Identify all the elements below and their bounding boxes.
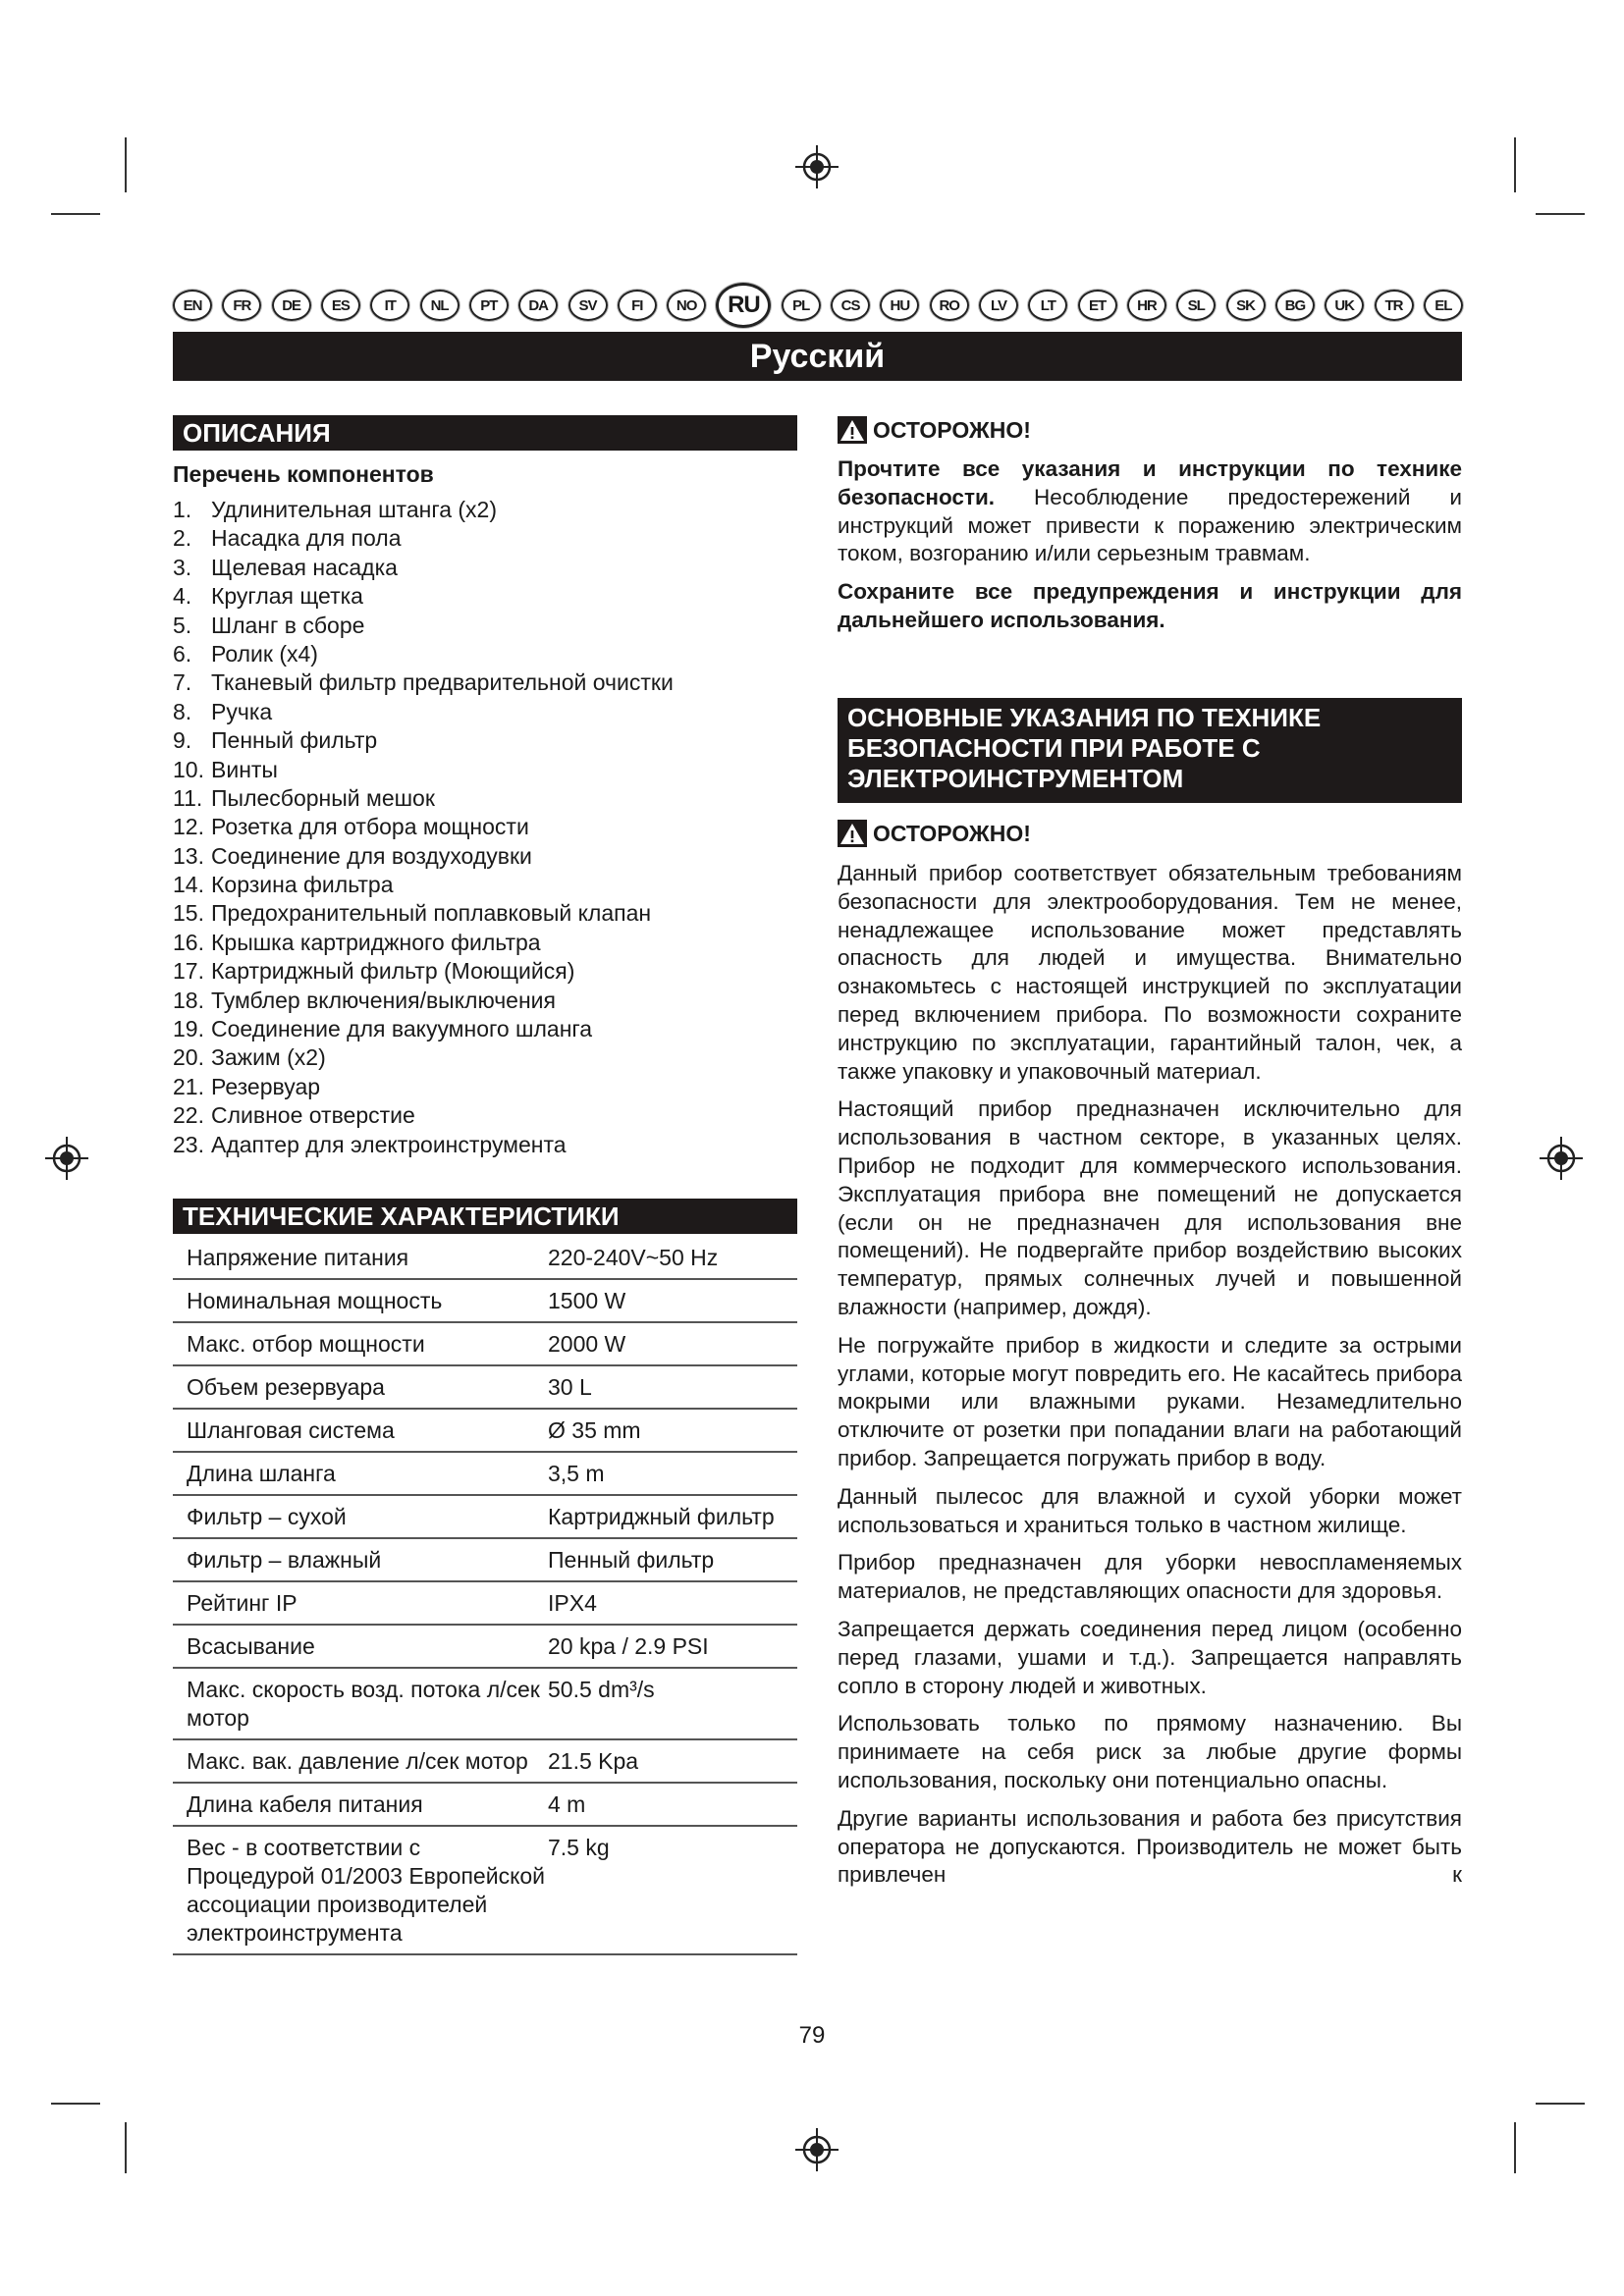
- spec-name: Макс. вак. давление л/сек мотор: [173, 1739, 548, 1783]
- components-subtitle: Перечень компонентов: [173, 461, 434, 487]
- table-row: [173, 1452, 797, 1495]
- spec-value: 7.5 kg: [548, 1826, 797, 1954]
- spec-value: Картриджный фильтр: [548, 1495, 797, 1538]
- language-da[interactable]: DA: [518, 290, 558, 321]
- list-item-number: 1.: [173, 497, 192, 522]
- list-item-label: Круглая щетка: [211, 583, 363, 610]
- list-item-label: Насадка для пола: [211, 525, 402, 552]
- list-item: [173, 1073, 674, 1101]
- list-item-number: 23.: [173, 1131, 204, 1157]
- language-es[interactable]: ES: [321, 290, 360, 321]
- safety-paragraph: Не погружайте прибор в жидкости и следите за острыми углами, которые могут повредить его. Не касайтесь прибора мокрыми или влажными руками. Незамедлительно отключите от розетки при попадании влаги на работающий прибор. Запрещается погружать прибор в воду.: [838, 1332, 1462, 1470]
- language-uk[interactable]: UK: [1325, 290, 1364, 321]
- spec-value: 50.5 dm³/s: [548, 1668, 797, 1739]
- spec-value: 2000 W: [548, 1322, 797, 1365]
- table-row: [173, 1668, 797, 1739]
- safety-paragraph: Запрещается держать соединения перед лицом (особенно перед глазами, ушами и т.д.). Запрещается направлять сопло в сторону людей и животных.: [838, 1616, 1462, 1698]
- warning-body: [838, 455, 1462, 645]
- spec-value: Пенный фильтр: [548, 1538, 797, 1581]
- spec-name: Длина шланга: [173, 1452, 548, 1495]
- crop-mark: [51, 213, 100, 215]
- language-el[interactable]: EL: [1424, 290, 1463, 321]
- list-item-label: Шланг в сборе: [211, 612, 365, 638]
- language-sk[interactable]: SK: [1226, 290, 1266, 321]
- spec-value: 1500 W: [548, 1279, 797, 1322]
- list-item-label: Сливное отверстие: [211, 1102, 415, 1129]
- table-row: [173, 1739, 797, 1783]
- list-item-label: Тканевый фильтр предварительной очистки: [211, 669, 674, 696]
- crop-mark: [1536, 213, 1585, 215]
- list-item: [173, 668, 674, 697]
- crop-mark: [125, 2122, 127, 2173]
- spec-value: Ø 35 mm: [548, 1409, 797, 1452]
- crop-mark: [1536, 2103, 1585, 2105]
- list-item-number: 12.: [173, 814, 204, 840]
- list-item: [173, 987, 674, 1015]
- language-no[interactable]: NO: [667, 290, 706, 321]
- list-item: [173, 842, 674, 871]
- list-item-number: 3.: [173, 554, 192, 580]
- warning-save-text: Сохраните все предупреждения и инструкции для дальнейшего использования.: [838, 579, 1462, 632]
- list-item-label: Пенный фильтр: [211, 727, 378, 754]
- spec-name: Всасывание: [173, 1625, 548, 1668]
- spec-name: Вес - в соответствии с Процедурой 01/2003 Европейской ассоциации производителей электроинструмента: [173, 1826, 548, 1954]
- spec-name: Номинальная мощность: [173, 1279, 548, 1322]
- language-hr[interactable]: HR: [1127, 290, 1166, 321]
- language-lv[interactable]: LV: [979, 290, 1018, 321]
- table-row: [173, 1495, 797, 1538]
- language-bg[interactable]: BG: [1275, 290, 1315, 321]
- language-de[interactable]: DE: [272, 290, 311, 321]
- list-item: [173, 1015, 674, 1043]
- list-item-number: 4.: [173, 583, 192, 610]
- spec-name: Фильтр – сухой: [173, 1495, 548, 1538]
- registration-mark-icon: [795, 2128, 839, 2171]
- list-item-label: Резервуар: [211, 1073, 321, 1099]
- list-item-number: 20.: [173, 1044, 204, 1071]
- list-item-number: 22.: [173, 1102, 204, 1129]
- language-en[interactable]: EN: [173, 290, 212, 321]
- list-item: [173, 1043, 674, 1072]
- language-sl[interactable]: SL: [1176, 290, 1216, 321]
- list-item: [173, 813, 674, 841]
- spec-name: Фильтр – влажный: [173, 1538, 548, 1581]
- warning-icon: [838, 820, 867, 847]
- spec-value: 21.5 Kpa: [548, 1739, 797, 1783]
- spec-value: 220-240V~50 Hz: [548, 1237, 797, 1279]
- table-row: [173, 1625, 797, 1668]
- spec-value: 20 kpa / 2.9 PSI: [548, 1625, 797, 1668]
- list-item-label: Соединение для воздуходувки: [211, 842, 532, 869]
- crop-mark: [1514, 2122, 1516, 2173]
- list-item-number: 11.: [173, 784, 203, 811]
- list-item-number: 2.: [173, 525, 192, 552]
- safety-paragraph: Данный пылесос для влажной и сухой уборки может использоваться и храниться только в частном жилище.: [838, 1483, 1462, 1537]
- language-hu[interactable]: HU: [880, 290, 919, 321]
- descriptions-heading: ОПИСАНИЯ: [173, 415, 797, 451]
- list-item: [173, 871, 674, 899]
- warning-text: ОСТОРОЖНО!: [873, 820, 1031, 846]
- warning-label: [838, 820, 1031, 847]
- spec-name: Шланговая система: [173, 1409, 548, 1452]
- list-item-label: Пылесборный мешок: [211, 784, 435, 811]
- language-pl[interactable]: PL: [782, 290, 821, 321]
- specs-table: [173, 1237, 797, 1955]
- safety-paragraph: Прибор предназначен для уборки невоспламеняемых материалов, не представляющих опасности для здоровья.: [838, 1550, 1462, 1604]
- safety-paragraph: Настоящий прибор предназначен исключительно для использования в частном секторе, в указанных целях. Прибор не подходит для коммерческого использования. Эксплуатация прибора вне помещений не допускается (если он не предназначен для использования вне помещений). Не подвергайте прибор воздействию высоких температур, прямых солнечных лучей и повышенной влажности (например, дождя).: [838, 1096, 1462, 1319]
- list-item-label: Крышка картриджного фильтра: [211, 929, 541, 955]
- table-row: [173, 1783, 797, 1826]
- page-number: 79: [798, 2022, 826, 2049]
- language-fr[interactable]: FR: [222, 290, 261, 321]
- table-row: [173, 1409, 797, 1452]
- language-ro[interactable]: RO: [930, 290, 969, 321]
- table-row: [173, 1279, 797, 1322]
- list-item: [173, 1101, 674, 1130]
- list-item-label: Адаптер для электроинструмента: [211, 1131, 567, 1157]
- list-item: [173, 929, 674, 957]
- list-item-number: 7.: [173, 669, 192, 696]
- page-title: Русский: [173, 332, 1462, 381]
- list-item: [173, 582, 674, 611]
- spec-value: 30 L: [548, 1365, 797, 1409]
- list-item-label: Корзина фильтра: [211, 872, 394, 898]
- language-pt[interactable]: PT: [469, 290, 509, 321]
- list-item: [173, 957, 674, 986]
- list-item: [173, 1131, 674, 1159]
- spec-name: Макс. отбор мощности: [173, 1322, 548, 1365]
- warning-text: Несоблюдение предостережений и инструкций может привести к поражению электрическим током, возгоранию и/или серьезным травмам.: [838, 484, 1462, 566]
- registration-mark-icon: [45, 1137, 88, 1180]
- list-item: [173, 612, 674, 640]
- safety-paragraph: Данный прибор соответствует обязательным требованиям безопасности для электрооборудования. Тем не менее, ненадлежащее использование может представлять опасность для людей и имущества. Внимательно ознакомьтесь с настоящей инструкцией по эксплуатации перед включением прибора. По возможности сохраните инструкцию по эксплуатации, гарантийный талон, чек, а также упаковку и упаковочный материал.: [838, 861, 1462, 1084]
- safety-paragraph: Другие варианты использования и работа без присутствия оператора не допускаются. Производитель не может быть привлечен к: [838, 1805, 1462, 1888]
- crop-mark: [125, 137, 127, 192]
- list-item-number: 5.: [173, 612, 192, 638]
- list-item-number: 16.: [173, 929, 204, 955]
- language-et[interactable]: ET: [1078, 290, 1117, 321]
- language-lt[interactable]: LT: [1028, 290, 1067, 321]
- spec-name: Длина кабеля питания: [173, 1783, 548, 1826]
- warning-bold-text: Прочтите все указания и инструкции по технике безопасности.: [838, 456, 1462, 509]
- table-row: [173, 1538, 797, 1581]
- spec-name: Рейтинг IP: [173, 1581, 548, 1625]
- list-item: [173, 640, 674, 668]
- list-item-number: 18.: [173, 987, 204, 1013]
- table-row: [173, 1581, 797, 1625]
- list-item: [173, 784, 674, 813]
- list-item: [173, 554, 674, 582]
- list-item-number: 21.: [173, 1073, 204, 1099]
- list-item: [173, 726, 674, 755]
- list-item-label: Ручка: [211, 698, 273, 724]
- table-row: [173, 1365, 797, 1409]
- safety-heading: ОСНОВНЫЕ УКАЗАНИЯ ПО ТЕХНИКЕ БЕЗОПАСНОСТИ ПРИ РАБОТЕ С ЭЛЕКТРОИНСТРУМЕНТОМ: [838, 698, 1462, 803]
- list-item: [173, 899, 674, 928]
- language-sv[interactable]: SV: [568, 290, 608, 321]
- list-item-label: Ролик (x4): [211, 640, 318, 667]
- list-item-label: Щелевая насадка: [211, 554, 398, 580]
- list-item-number: 8.: [173, 698, 192, 724]
- language-tr[interactable]: TR: [1375, 290, 1414, 321]
- spec-value: IPX4: [548, 1581, 797, 1625]
- warning-text: ОСТОРОЖНО!: [873, 416, 1031, 443]
- table-row: [173, 1322, 797, 1365]
- registration-mark-icon: [795, 145, 839, 188]
- safety-body: [838, 860, 1462, 1899]
- list-item-number: 19.: [173, 1016, 204, 1042]
- components-list: [173, 496, 674, 1159]
- list-item: [173, 496, 674, 524]
- list-item-number: 6.: [173, 640, 192, 667]
- list-item-number: 15.: [173, 900, 204, 927]
- list-item-label: Предохранительный поплавковый клапан: [211, 900, 652, 927]
- table-row: [173, 1826, 797, 1954]
- list-item: [173, 756, 674, 784]
- list-item-label: Винты: [211, 756, 278, 782]
- list-item-label: Соединение для вакуумного шланга: [211, 1016, 593, 1042]
- warning-icon: [838, 416, 867, 444]
- safety-paragraph: Использовать только по прямому назначению. Вы принимаете на себя риск за любые другие формы использования, поскольку они потенциально опасны.: [838, 1711, 1462, 1792]
- crop-mark: [51, 2103, 100, 2105]
- language-selector: [173, 283, 1463, 328]
- list-item-number: 10.: [173, 756, 204, 782]
- list-item-number: 9.: [173, 727, 192, 754]
- language-cs[interactable]: CS: [831, 290, 870, 321]
- list-item: [173, 524, 674, 553]
- crop-mark: [1514, 137, 1516, 192]
- language-nl[interactable]: NL: [420, 290, 460, 321]
- language-it[interactable]: IT: [370, 290, 409, 321]
- warning-label: [838, 416, 1031, 444]
- list-item-label: Зажим (x2): [211, 1044, 326, 1071]
- list-item: [173, 698, 674, 726]
- list-item-number: 17.: [173, 958, 204, 985]
- table-row: [173, 1237, 797, 1279]
- list-item-label: Картриджный фильтр (Моющийся): [211, 958, 575, 985]
- list-item-number: 14.: [173, 872, 204, 898]
- spec-value: 4 m: [548, 1783, 797, 1826]
- spec-name: Объем резервуара: [173, 1365, 548, 1409]
- list-item-label: Тумблер включения/выключения: [211, 987, 556, 1013]
- spec-value: 3,5 m: [548, 1452, 797, 1495]
- list-item-number: 13.: [173, 842, 204, 869]
- list-item-label: Удлинительная штанга (x2): [211, 497, 497, 522]
- list-item-label: Розетка для отбора мощности: [211, 814, 529, 840]
- registration-mark-icon: [1540, 1137, 1583, 1180]
- spec-name: Макс. скорость возд. потока л/сек мотор: [173, 1668, 548, 1739]
- specs-heading: ТЕХНИЧЕСКИЕ ХАРАКТЕРИСТИКИ: [173, 1199, 797, 1234]
- language-fi[interactable]: FI: [618, 290, 657, 321]
- language-ru[interactable]: RU: [716, 283, 771, 328]
- spec-name: Напряжение питания: [173, 1237, 548, 1279]
